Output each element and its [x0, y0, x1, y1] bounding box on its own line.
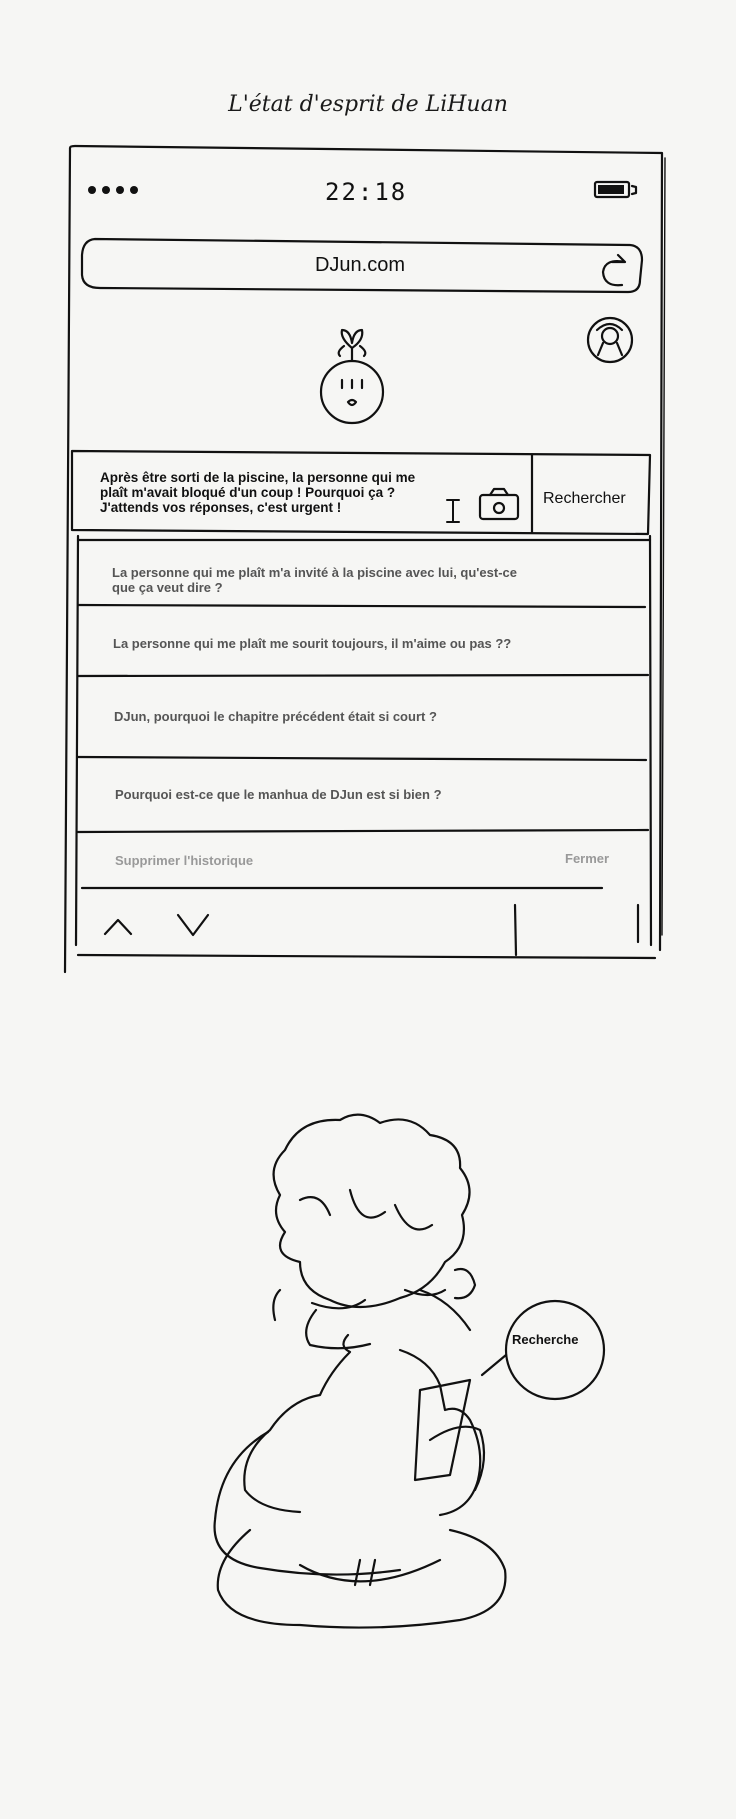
chevron-down-icon: [178, 915, 208, 935]
battery-icon: [595, 182, 636, 197]
profile-icon: [588, 318, 632, 362]
url-text[interactable]: DJun.com: [314, 254, 406, 276]
clear-history-button[interactable]: Supprimer l'historique: [115, 853, 254, 868]
close-button[interactable]: Fermer: [565, 851, 610, 866]
reload-icon: [603, 255, 625, 285]
suggestion-item[interactable]: Pourquoi est-ce que le manhua de DJun est si bien ?: [115, 787, 442, 802]
camera-icon: [480, 489, 518, 519]
mascot-logo: [321, 330, 383, 423]
chevron-up-icon: [105, 920, 131, 934]
status-time: 22:18: [325, 178, 408, 206]
signal-dots-icon: [88, 186, 138, 194]
search-input[interactable]: Après être sorti de la piscine, la personne qui me plaît m'avait bloqué d'un coup ! Pourquoi ça ? J'attends vos réponses, c'est urgent !: [100, 470, 416, 515]
suggestion-item[interactable]: La personne qui me plaît me sourit toujours, il m'aime ou pas ??: [113, 636, 512, 651]
character-illustration: [215, 1115, 604, 1628]
suggestion-item[interactable]: DJun, pourquoi le chapitre précédent était si court ?: [114, 709, 437, 724]
suggestion-item[interactable]: La personne qui me plaît m'a invité à la piscine avec lui, qu'est-ce que ça veut dire ?: [112, 565, 517, 595]
comic-caption: L'état d'esprit de LiHuan: [228, 92, 508, 117]
search-button[interactable]: Rechercher: [543, 490, 626, 507]
speech-bubble-text: Recherche: [512, 1332, 579, 1347]
